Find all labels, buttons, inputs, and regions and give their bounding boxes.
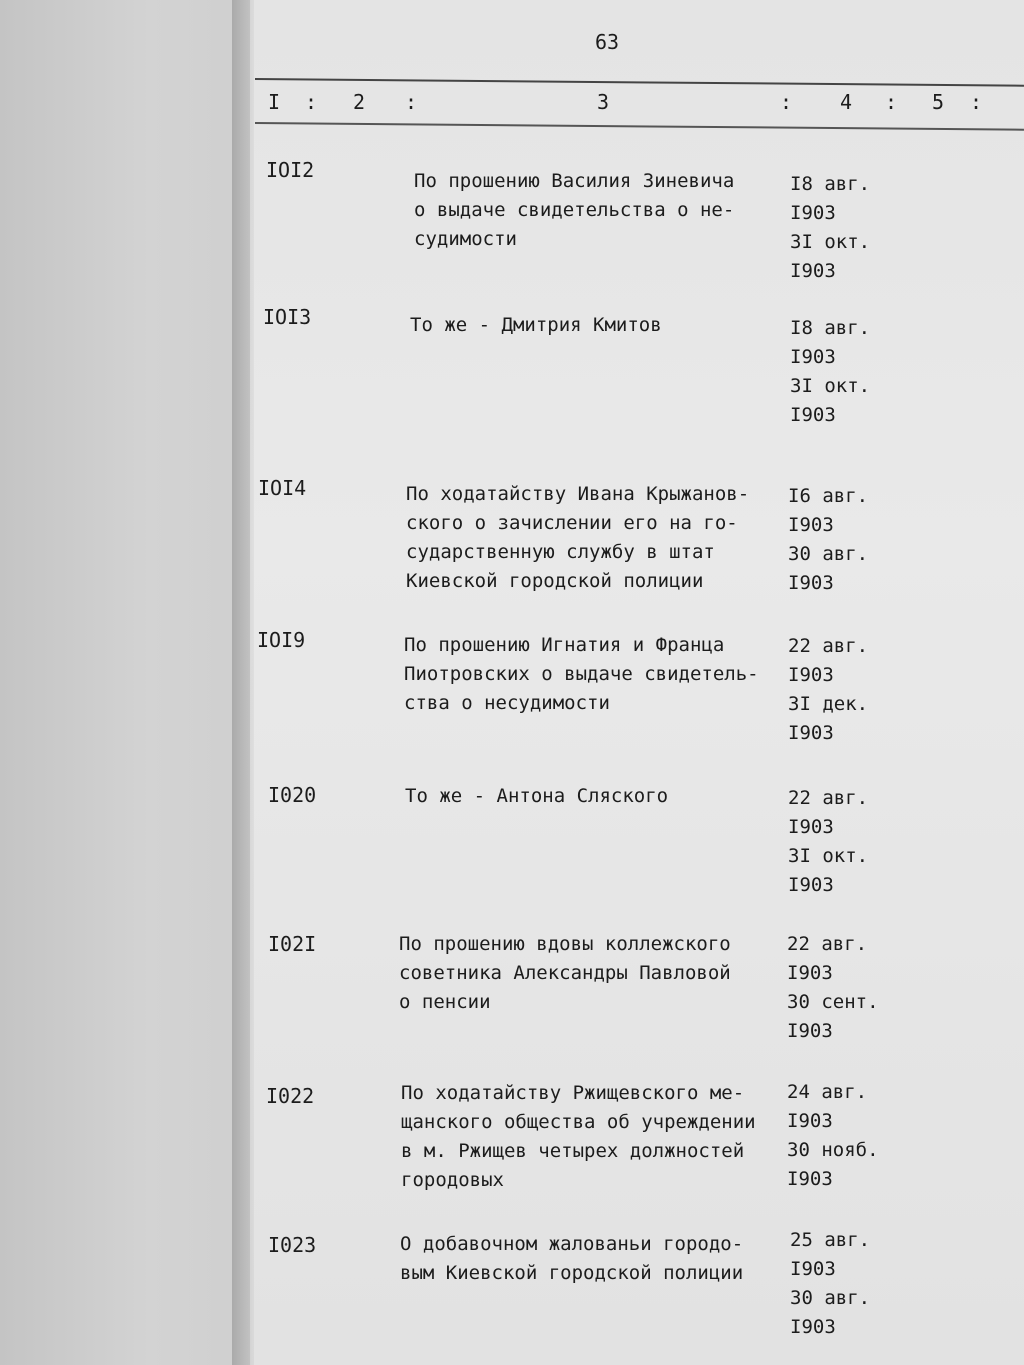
record-number: I02I	[268, 932, 317, 956]
record-number: IOI2	[266, 158, 315, 182]
record-dates: 24 авг. I903 30 нояб. I903	[787, 1081, 879, 1190]
record-dates: I8 авг. I903 3I окт. I903	[790, 173, 871, 282]
col-header-4: 4	[840, 90, 853, 114]
page-number: 63	[595, 30, 620, 54]
record-dates: 22 авг. I903 30 сент. I903	[787, 933, 879, 1042]
record-description: По прошению вдовы коллежского советника Александры Павловой о пенсии	[399, 933, 731, 1013]
col-header-sep-3: :	[780, 90, 793, 114]
page-fold-shadow	[232, 0, 254, 1365]
record-dates: 22 авг. I903 3I дек. I903	[788, 635, 869, 744]
col-header-2: 2	[353, 90, 366, 114]
record-number: IOI4	[258, 476, 307, 500]
record-description: То же - Дмитрия Кмитов	[410, 314, 662, 336]
col-header-3: 3	[597, 90, 610, 114]
col-header-sep-1: :	[305, 90, 318, 114]
record-description: По ходатайству Ивана Крыжанов- ского о зачислении его на го- сударственную службу в штат Киевской городской полиции	[406, 483, 750, 592]
record-dates: 22 авг. I903 3I окт. I903	[788, 787, 869, 896]
record-dates: I8 авг. I903 3I окт. I903	[790, 317, 871, 426]
record-dates: I6 авг. I903 30 авг. I903	[788, 485, 869, 594]
record-description: О добавочном жалованьи городо- вым Киевской городской полиции	[400, 1233, 744, 1284]
left-page-edge	[0, 0, 250, 1365]
col-header-sep-5: :	[970, 90, 983, 114]
record-number: IOI9	[257, 628, 306, 652]
record-number: IOI3	[263, 305, 312, 329]
record-description: По прошению Игнатия и Франца Пиотровских о выдаче свидетель- ства о несудимости	[404, 634, 759, 714]
record-description: По ходатайству Ржищевского ме- щанского общества об учреждении в м. Ржищев четырех должностей городовых	[401, 1082, 756, 1191]
col-header-sep-4: :	[885, 90, 898, 114]
col-header-5: 5	[932, 90, 945, 114]
record-number: I022	[266, 1084, 315, 1108]
col-header-sep-2: :	[405, 90, 418, 114]
record-description: То же - Антона Сляского	[405, 785, 669, 807]
col-header-1: I	[268, 90, 281, 114]
record-description: По прошению Василия Зиневича о выдаче свидетельства о не- судимости	[414, 170, 735, 250]
record-number: I020	[268, 783, 317, 807]
record-number: I023	[268, 1233, 317, 1257]
record-dates: 25 авг. I903 30 авг. I903	[790, 1229, 871, 1338]
